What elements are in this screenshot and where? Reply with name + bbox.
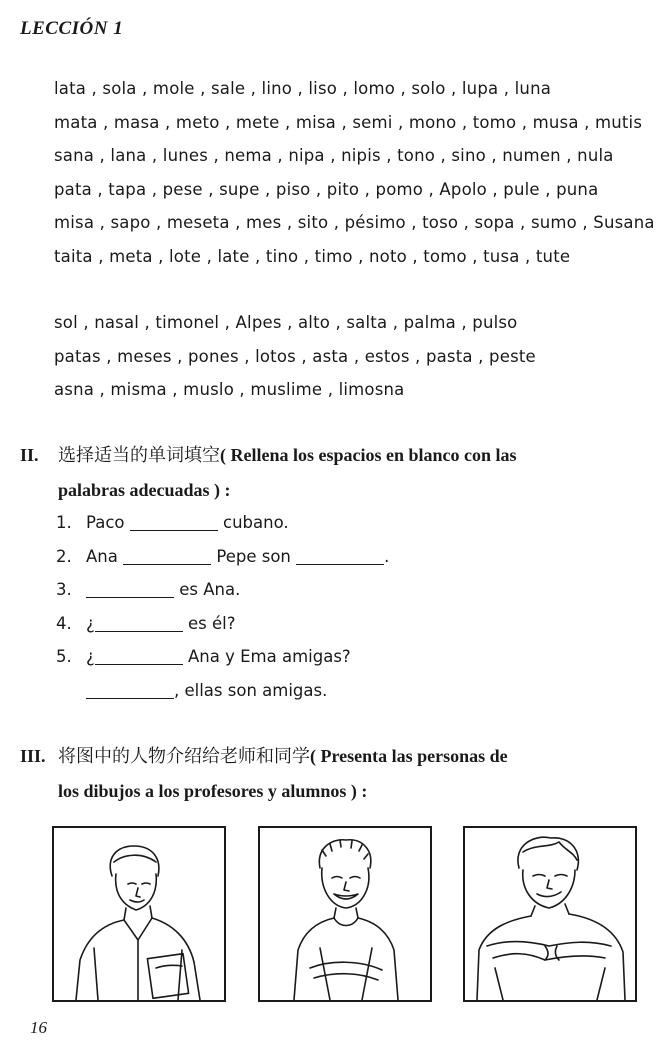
- section-2-heading: [20, 438, 641, 508]
- blank-field[interactable]: [130, 513, 218, 531]
- exercise-text: cubano.: [223, 513, 289, 532]
- word-line: lata , sola , mole , sale , lino , liso , lomo , solo , lupa , luna: [54, 79, 552, 98]
- word-line: misa , sapo , meseta , mes , sito , pésimo , toso , sopa , sumo , Susana: [54, 213, 655, 232]
- blank-field[interactable]: [296, 547, 384, 565]
- exercise-number: 3.: [56, 580, 72, 599]
- exercise-text: Paco: [86, 513, 125, 532]
- exercise-text: Pepe son: [216, 546, 291, 566]
- exercise-item: [56, 506, 616, 540]
- blank-field[interactable]: [123, 547, 211, 565]
- exercise-item: [56, 607, 616, 641]
- exercise-item: [56, 640, 616, 674]
- lesson-header: LECCIÓN 1: [20, 18, 124, 39]
- exercise-item: [56, 573, 616, 607]
- section-number: III.: [20, 746, 46, 766]
- word-line: pata , tapa , pese , supe , piso , pito , pomo , Apolo , pule , puna: [54, 179, 599, 199]
- exercise-number: 4.: [56, 613, 72, 633]
- section-title-es-cont: palabras adecuadas ) :: [58, 480, 231, 500]
- exercise-text: Ana y Ema amigas?: [188, 647, 351, 666]
- word-line: taita , meta , lote , late , tino , timo , noto , tomo , tusa , tute: [54, 246, 571, 266]
- illustration-man-crossed-arms: [463, 826, 637, 1002]
- section-title-es: ( Presenta las personas de: [310, 746, 508, 766]
- section-title-cn: 将图中的人物介绍给老师和同学: [58, 746, 310, 767]
- exercise-item-continuation: [56, 674, 616, 708]
- section-number: II.: [20, 445, 39, 465]
- blank-field[interactable]: [86, 580, 174, 598]
- word-line: asna , misma , muslo , muslime , limosna: [54, 380, 405, 399]
- blank-field[interactable]: [95, 614, 183, 632]
- exercise-text: , ellas son amigas.: [174, 680, 328, 700]
- section-title-es-cont: los dibujos a los profesores y alumnos ) :: [58, 781, 368, 801]
- exercise-number: 2.: [56, 546, 72, 566]
- word-line: sol , nasal , timonel , Alpes , alto , salta , palma , pulso: [54, 313, 518, 332]
- exercise-item: [56, 540, 616, 574]
- exercise-text: ¿: [86, 613, 95, 633]
- exercise-number: 5.: [56, 647, 72, 666]
- page-number: 16: [30, 1018, 47, 1037]
- illustration-man-with-book: [52, 826, 226, 1002]
- exercise-text: ¿: [86, 647, 95, 666]
- illustration-smiling-woman: [258, 826, 432, 1002]
- blank-field[interactable]: [95, 647, 183, 665]
- section-title-cn: 选择适当的单词填空: [58, 445, 220, 466]
- word-line: patas , meses , pones , lotos , asta , estos , pasta , peste: [54, 346, 536, 366]
- word-line: sana , lana , lunes , nema , nipa , nipis , tono , sino , numen , nula: [54, 146, 614, 165]
- word-list-group-2: [54, 306, 654, 407]
- exercise-text: Ana: [86, 546, 118, 566]
- blank-field[interactable]: [86, 681, 174, 699]
- word-line: mata , masa , meto , mete , misa , semi , mono , tomo , musa , mutis: [54, 112, 643, 132]
- section-3-heading: [20, 739, 641, 809]
- exercise-text: es él?: [188, 613, 236, 633]
- word-list-group-1: [54, 72, 654, 273]
- fill-in-exercises: [56, 506, 616, 707]
- exercise-text: .: [384, 546, 390, 566]
- exercise-number: 1.: [56, 513, 72, 532]
- exercise-text: es Ana.: [179, 580, 241, 599]
- section-title-es: ( Rellena los espacios en blanco con las: [220, 445, 517, 465]
